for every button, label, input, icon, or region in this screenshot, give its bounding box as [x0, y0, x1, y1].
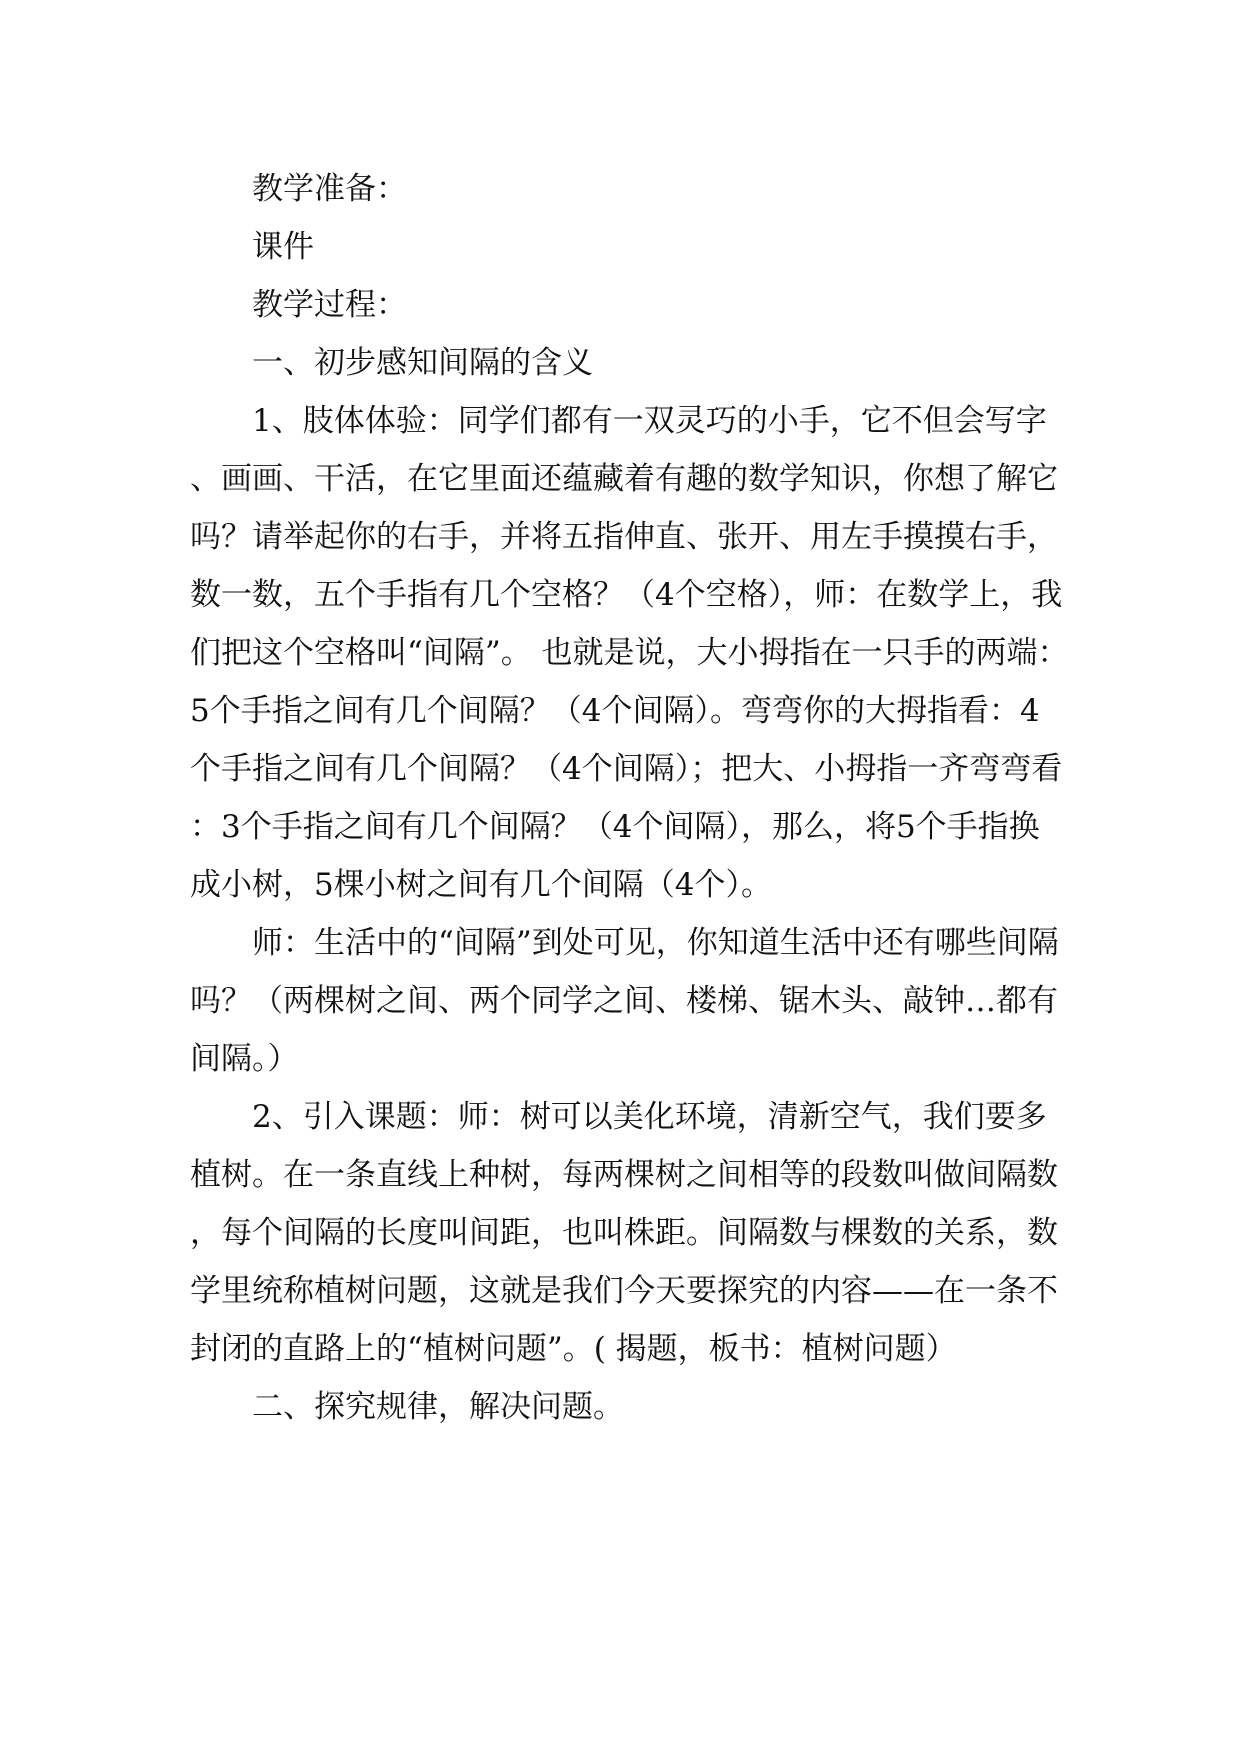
- preparation-item-courseware: 课件: [252, 229, 314, 265]
- section-heading-2: 二、探究规律，解决问题。: [252, 1389, 624, 1425]
- paragraph-introduce-topic: 2、引入课题：师：树可以美化环境，清新空气，我们要多植树。在一条直线上种树，每两棵树之间相等的段数叫做间隔数，每个间隔的长度叫间距，也叫株距。间隔数与棵数的关系，数学里统称植树问题，这就是我们今天要探究的内容——在一条不封闭的直路上的“植树问题”。( 揭题，板书：植树问题）: [190, 1099, 1058, 1367]
- document-page: [190, 160, 1070, 1436]
- heading-teaching-preparation: 教学准备：: [252, 171, 407, 207]
- paragraph-life-intervals: 师：生活中的“间隔”到处可见，你知道生活中还有哪些间隔吗？（两棵树之间、两个同学之间、楼梯、锯木头、敲钟…都有间隔。）: [190, 925, 1059, 1077]
- section-heading-1: 一、初步感知间隔的含义: [252, 345, 593, 381]
- heading-teaching-process: 教学过程：: [252, 287, 407, 323]
- paragraph-body-experience: 1、肢体体验：同学们都有一双灵巧的小手，它不但会写字、画画、干活，在它里面还蕴藏着有趣的数学知识，你想了解它吗？请举起你的右手，并将五指伸直、张开、用左手摸摸右手，数一数，五个手指有几个空格？（4个空格），师：在数学上，我们把这个空格叫“间隔”。 也就是说，大小拇指在一只手的两端：5个手指之间有几个间隔？（4个间隔）。弯弯你的大拇指看：4个手指之间有几个间隔？（4个间隔）；把大、小拇指一齐弯弯看：3个手指之间有几个间隔？（4个间隔），那么，将5个手指换成小树，5棵小树之间有几个间隔（4个）。: [190, 403, 1069, 903]
